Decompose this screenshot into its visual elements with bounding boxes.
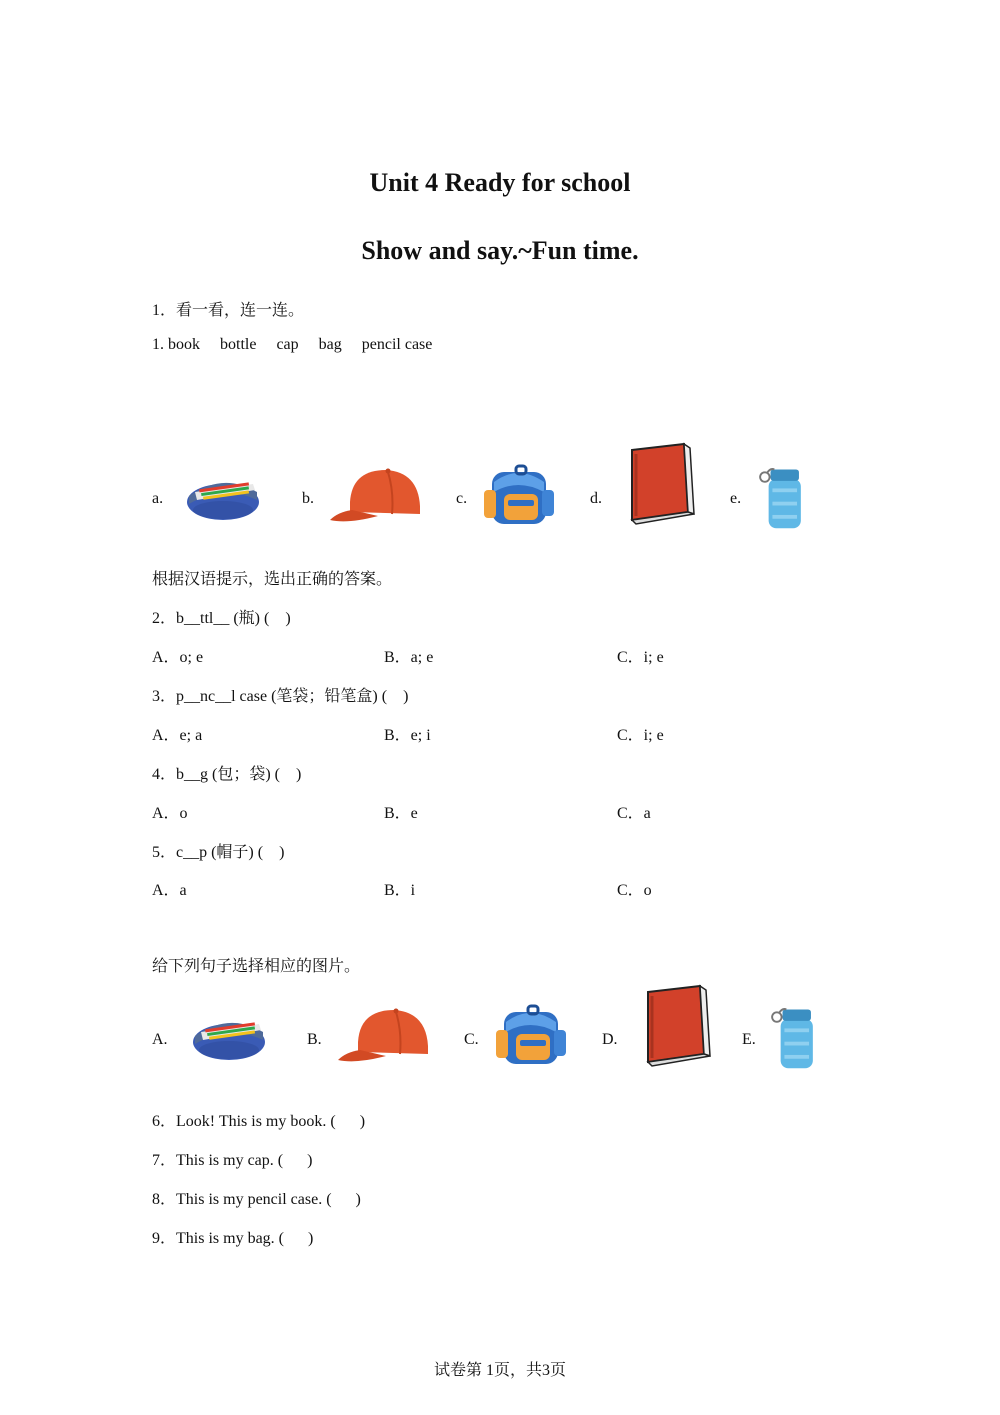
question-4: 4．b__g (包；袋) ( ) (152, 766, 302, 783)
pencil-case-icon (186, 1002, 272, 1072)
sentence-8: 8．This is my pencil case. ( ) (152, 1191, 361, 1208)
section3-instruction: 给下列句子选择相应的图片。 (152, 958, 361, 975)
q3-option-a[interactable]: A．e; a (152, 727, 203, 744)
q5-option-c[interactable]: C．o (617, 882, 652, 899)
sentence-7: 7．This is my cap. ( ) (152, 1152, 313, 1169)
water-bottle-icon (752, 460, 808, 532)
cap-icon (328, 462, 424, 528)
q2-option-a[interactable]: A．o; e (152, 649, 204, 666)
picture-label-A: A. (152, 1031, 168, 1048)
backpack-icon (490, 1000, 572, 1070)
section2-instruction: 根据汉语提示，选出正确的答案。 (152, 571, 393, 588)
q2-option-c[interactable]: C．i; e (617, 649, 664, 666)
section1-instruction: 1．看一看，连一连。 (152, 302, 305, 319)
picture-label-b: b. (302, 490, 314, 507)
sentence-9: 9．This is my bag. ( ) (152, 1230, 314, 1247)
question-2: 2．b__ttl__ (瓶) ( ) (152, 610, 291, 627)
picture-label-E: E. (742, 1031, 756, 1048)
page-title: Unit 4 Ready for school (369, 168, 631, 197)
picture-label-D: D. (602, 1031, 618, 1048)
picture-label-a: a. (152, 490, 164, 507)
q5-option-b[interactable]: B．i (384, 882, 416, 899)
q3-option-c[interactable]: C．i; e (617, 727, 664, 744)
q5-option-a[interactable]: A．a (152, 882, 187, 899)
q4-option-a[interactable]: A．o (152, 805, 188, 822)
question-3: 3．p__nc__l case (笔袋；铅笔盒) ( ) (152, 688, 409, 705)
q4-option-b[interactable]: B．e (384, 805, 418, 822)
word-list: 1. book bottle cap bag pencil case (152, 336, 433, 353)
picture-label-B: B. (307, 1031, 322, 1048)
pencil-case-icon (180, 462, 266, 532)
backpack-icon (478, 460, 560, 530)
picture-label-c: c. (456, 490, 468, 507)
book-icon (638, 984, 718, 1070)
water-bottle-icon (764, 1000, 820, 1072)
q4-option-c[interactable]: C．a (617, 805, 651, 822)
page-subtitle: Show and say.~Fun time. (361, 236, 639, 265)
sentence-6: 6．Look! This is my book. ( ) (152, 1113, 366, 1130)
cap-icon (336, 1002, 432, 1068)
picture-label-e: e. (730, 490, 742, 507)
book-icon (622, 442, 702, 528)
picture-label-d: d. (590, 490, 602, 507)
q3-option-b[interactable]: B．e; i (384, 727, 431, 744)
page-footer: 试卷第 1页，共3页 (433, 1362, 566, 1379)
picture-label-C: C. (464, 1031, 479, 1048)
q2-option-b[interactable]: B．a; e (384, 649, 434, 666)
question-5: 5．c__p (帽子) ( ) (152, 844, 285, 861)
